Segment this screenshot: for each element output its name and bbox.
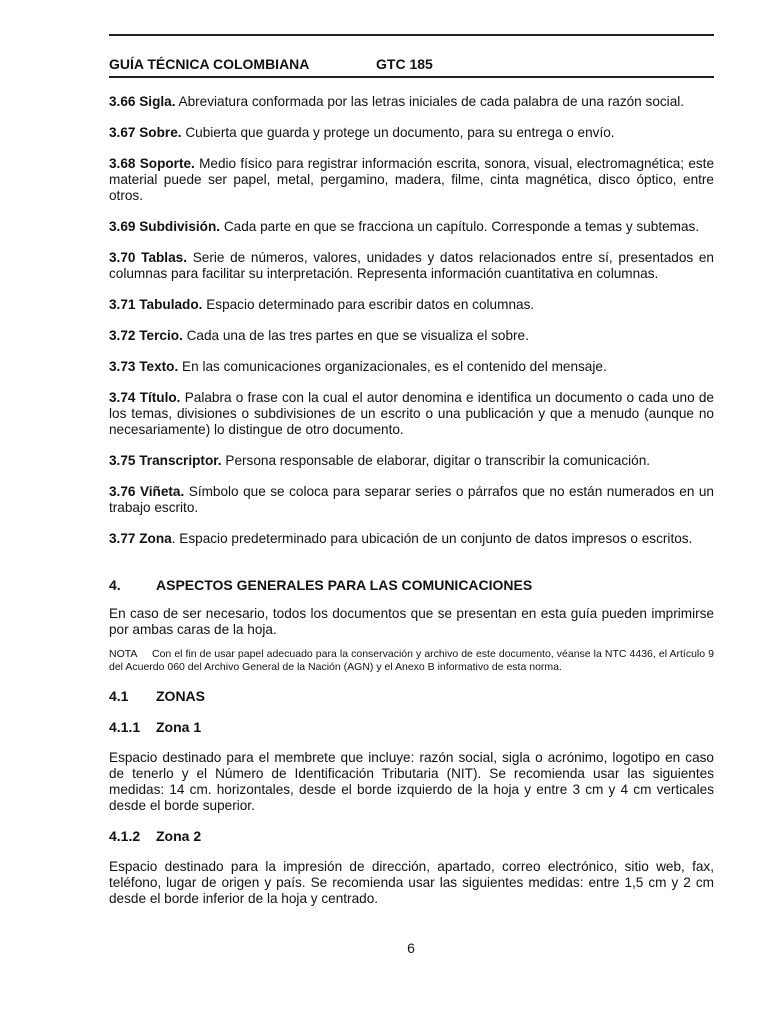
definition-term: 3.69 Subdivisión.: [109, 219, 221, 234]
definition-term: 3.66 Sigla.: [109, 94, 176, 109]
subsection-title: ZONAS: [156, 688, 205, 704]
definition-term: 3.75 Transcriptor.: [109, 453, 222, 468]
subsection-heading: [109, 828, 714, 844]
header-top-rule: [109, 34, 714, 36]
definition-entry: [109, 219, 714, 235]
zone-paragraph: Espacio destinado para el membrete que incluye: razón social, sigla o acrónimo, logotipo en caso de tenerlo y el Número de Identificación Tributaria (NIT). Se recomienda usar las siguientes medidas: 14 cm. horizontales, desde el borde izquierdo de la hoja y entre 3 cm y 4 cm verticales desde el borde superior.: [109, 750, 714, 813]
definition-term: 3.70 Tablas.: [109, 250, 187, 265]
definition-term: 3.77 Zona: [109, 531, 172, 546]
definition-text: Persona responsable de elaborar, digitar o transcribir la comunicación.: [225, 453, 651, 468]
section-number: 4.: [109, 577, 121, 593]
definition-entry: [109, 250, 714, 282]
header-bottom-rule: [109, 76, 714, 78]
definition-entry: [109, 484, 714, 516]
definition-entry: [109, 156, 714, 204]
definition-text: Cubierta que guarda y protege un documento, para su entrega o envío.: [185, 125, 615, 140]
header-title: GUÍA TÉCNICA COLOMBIANA: [109, 56, 310, 72]
running-header: [109, 56, 433, 72]
header-code: GTC 185: [376, 56, 433, 72]
note-text: Con el fin de usar papel adecuado para la conservación y archivo de este documento, véanse la NTC 4436, el Artículo 9 del Acuerdo 060 del Archivo General de la Nación (AGN) y el Anexo B informativo de esta norma.: [109, 648, 714, 673]
definition-entry: [109, 94, 714, 110]
subsection-heading: [109, 688, 714, 704]
note: [109, 648, 714, 673]
section-paragraph: En caso de ser necesario, todos los documentos que se presentan en esta guía pueden imprimirse por ambas caras de la hoja.: [109, 606, 714, 637]
page-number: 6: [407, 940, 415, 956]
subsection-number: 4.1.2: [109, 828, 141, 844]
definition-text: Serie de números, valores, unidades y datos relacionados entre sí, presentados en columnas para facilitar su interpretación. Representa información cuantitativa en columnas.: [109, 250, 714, 281]
definition-term: 3.71 Tabulado.: [109, 297, 203, 312]
zone-paragraph: Espacio destinado para la impresión de dirección, apartado, correo electrónico, sitio web, fax, teléfono, lugar de origen y país. Se recomienda usar las siguientes medidas: entre 1,5 cm y 2 cm desde el borde inferior de la hoja y centrado.: [109, 859, 714, 906]
subsection-title: Zona 2: [156, 828, 202, 844]
subsection-heading: [109, 719, 714, 735]
note-label: NOTA: [109, 648, 138, 660]
definition-text: Cada una de las tres partes en que se visualiza el sobre.: [186, 328, 529, 343]
definition-text: Símbolo que se coloca para separar series o párrafos que no están numerados en un trabajo escrito.: [109, 484, 714, 515]
section-title: ASPECTOS GENERALES PARA LAS COMUNICACIONES: [156, 577, 533, 593]
section-heading: [109, 577, 714, 593]
definition-term: 3.68 Soporte.: [109, 156, 195, 171]
subsection-title: Zona 1: [156, 719, 202, 735]
definition-term: 3.76 Viñeta.: [109, 484, 185, 499]
definition-text: Espacio determinado para escribir datos en columnas.: [206, 297, 535, 312]
definition-term: 3.74 Título.: [109, 390, 181, 405]
definition-term: 3.73 Texto.: [109, 359, 179, 374]
definition-entry: [109, 297, 714, 313]
definition-term: 3.72 Tercio.: [109, 328, 183, 343]
definition-text: . Espacio predeterminado para ubicación de un conjunto de datos impresos o escritos.: [171, 531, 693, 546]
subsection-number: 4.1.1: [109, 719, 141, 735]
definition-text: Medio físico para registrar información escrita, sonora, visual, electromagnética; este material puede ser papel, metal, pergamino, madera, filme, cinta magnética, disco óptico, entre otros.: [109, 156, 715, 203]
document-body: [109, 94, 714, 917]
definition-entry: [109, 531, 714, 547]
definition-text: Abreviatura conformada por las letras iniciales de cada palabra de una razón social.: [178, 94, 685, 109]
definition-entry: [109, 390, 714, 438]
definition-entry: [109, 359, 714, 375]
definition-entry: [109, 453, 714, 469]
subsection-number: 4.1: [109, 688, 129, 704]
definition-term: 3.67 Sobre.: [109, 125, 182, 140]
definition-text: Palabra o frase con la cual el autor denomina e identifica un documento o cada uno de los temas, divisiones o subdivisiones de un escrito o una publicación y que a menudo (aunque no necesariamente) lo distingue de otro documento.: [109, 390, 714, 437]
definition-text: Cada parte en que se fracciona un capítulo. Corresponde a temas y subtemas.: [223, 219, 700, 234]
definition-entry: [109, 125, 714, 141]
definition-entry: [109, 328, 714, 344]
definition-text: En las comunicaciones organizacionales, es el contenido del mensaje.: [182, 359, 607, 374]
